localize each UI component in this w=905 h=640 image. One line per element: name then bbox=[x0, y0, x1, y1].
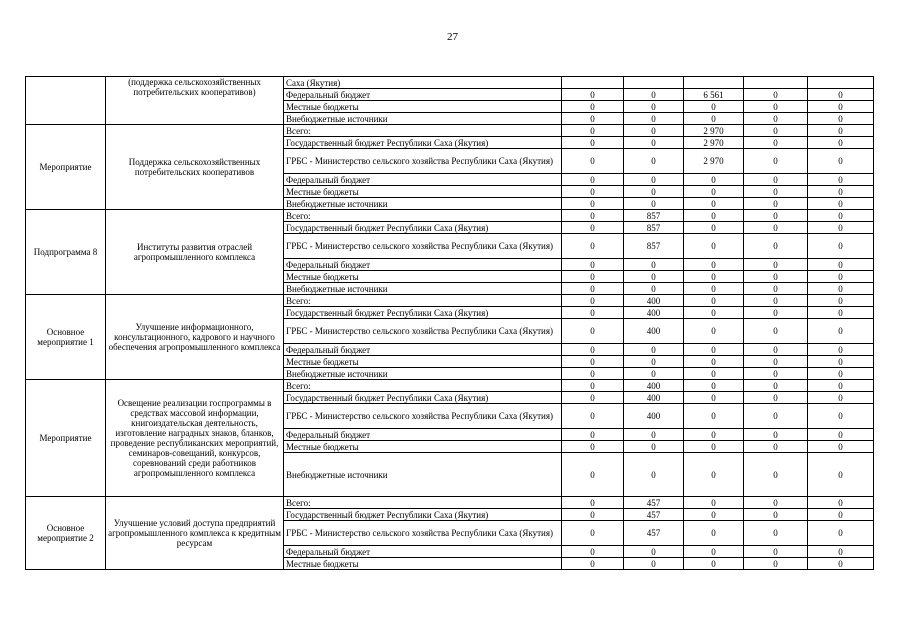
amount-cell: 0 bbox=[744, 429, 808, 441]
table-row bbox=[26, 125, 874, 137]
amount-cell: 0 bbox=[562, 89, 624, 101]
amount-cell: 0 bbox=[744, 368, 808, 380]
amount-cell: 0 bbox=[684, 497, 744, 509]
amount-cell: 0 bbox=[808, 509, 874, 521]
program-name-cell: Улучшение информационного, консультационного, кадрового и научного обеспечения агропромышленного комплекса bbox=[106, 295, 284, 380]
funding-source-cell: Местные бюджеты bbox=[284, 558, 562, 570]
amount-cell: 0 bbox=[624, 198, 684, 210]
amount-cell: 0 bbox=[808, 137, 874, 149]
amount-cell: 0 bbox=[624, 149, 684, 174]
amount-cell: 0 bbox=[562, 186, 624, 198]
amount-cell: 0 bbox=[808, 380, 874, 392]
amount-cell: 457 bbox=[624, 497, 684, 509]
funding-source-cell: Федеральный бюджет bbox=[284, 89, 562, 101]
amount-cell: 400 bbox=[624, 404, 684, 429]
amount-cell: 0 bbox=[744, 453, 808, 497]
amount-cell: 0 bbox=[624, 558, 684, 570]
amount-cell: 0 bbox=[744, 558, 808, 570]
amount-cell: 400 bbox=[624, 319, 684, 344]
amount-cell: 0 bbox=[562, 429, 624, 441]
amount-cell: 0 bbox=[624, 125, 684, 137]
amount-cell: 0 bbox=[808, 222, 874, 234]
amount-cell: 0 bbox=[684, 186, 744, 198]
amount-cell: 0 bbox=[808, 149, 874, 174]
amount-cell: 0 bbox=[684, 404, 744, 429]
amount-cell: 2 970 bbox=[684, 149, 744, 174]
funding-source-cell: Всего: bbox=[284, 380, 562, 392]
amount-cell: 0 bbox=[684, 356, 744, 368]
program-name-cell: Улучшение условий доступа предприятий агропромышленного комплекса к кредитным ресурсам bbox=[106, 497, 284, 570]
amount-cell: 0 bbox=[744, 521, 808, 546]
funding-source-cell: Государственный бюджет Республики Саха (Якутия) bbox=[284, 392, 562, 404]
amount-cell: 0 bbox=[744, 271, 808, 283]
amount-cell: 0 bbox=[562, 295, 624, 307]
amount-cell: 0 bbox=[744, 222, 808, 234]
funding-source-cell: ГРБС - Министерство сельского хозяйства Республики Саха (Якутия) bbox=[284, 319, 562, 344]
amount-cell: 0 bbox=[562, 497, 624, 509]
amount-cell: 0 bbox=[808, 392, 874, 404]
program-name-cell: Институты развития отраслей агропромышленного комплекса bbox=[106, 210, 284, 295]
amount-cell: 0 bbox=[562, 271, 624, 283]
amount-cell: 0 bbox=[562, 259, 624, 271]
amount-cell: 0 bbox=[624, 137, 684, 149]
amount-cell: 0 bbox=[562, 356, 624, 368]
amount-cell: 0 bbox=[562, 344, 624, 356]
funding-source-cell: Местные бюджеты bbox=[284, 271, 562, 283]
amount-cell: 0 bbox=[808, 234, 874, 259]
amount-cell: 0 bbox=[684, 259, 744, 271]
table-row bbox=[26, 497, 874, 509]
amount-cell: 2 970 bbox=[684, 125, 744, 137]
program-name-cell: Поддержка сельскохозяйственных потребительских кооперативов bbox=[106, 125, 284, 210]
amount-cell: 400 bbox=[624, 392, 684, 404]
amount-cell: 0 bbox=[624, 429, 684, 441]
amount-cell: 0 bbox=[744, 149, 808, 174]
amount-cell: 0 bbox=[808, 101, 874, 113]
amount-cell: 0 bbox=[684, 101, 744, 113]
funding-source-cell: Внебюджетные источники bbox=[284, 198, 562, 210]
amount-cell: 0 bbox=[744, 441, 808, 453]
table-row bbox=[26, 295, 874, 307]
funding-source-cell: Федеральный бюджет bbox=[284, 174, 562, 186]
amount-cell: 0 bbox=[562, 441, 624, 453]
page-number: 27 bbox=[447, 31, 458, 43]
amount-cell: 0 bbox=[624, 441, 684, 453]
amount-cell: 0 bbox=[684, 174, 744, 186]
amount-cell: 0 bbox=[562, 113, 624, 125]
amount-cell bbox=[684, 77, 744, 89]
amount-cell: 0 bbox=[684, 453, 744, 497]
amount-cell: 0 bbox=[624, 101, 684, 113]
amount-cell: 0 bbox=[808, 125, 874, 137]
amount-cell: 857 bbox=[624, 222, 684, 234]
amount-cell: 0 bbox=[808, 186, 874, 198]
amount-cell: 0 bbox=[808, 521, 874, 546]
amount-cell: 857 bbox=[624, 210, 684, 222]
amount-cell: 400 bbox=[624, 295, 684, 307]
program-type-cell: Основное мероприятие 2 bbox=[26, 497, 106, 570]
amount-cell: 0 bbox=[808, 319, 874, 344]
amount-cell: 0 bbox=[744, 356, 808, 368]
amount-cell: 0 bbox=[684, 429, 744, 441]
amount-cell: 0 bbox=[744, 137, 808, 149]
amount-cell: 0 bbox=[684, 509, 744, 521]
amount-cell: 0 bbox=[624, 283, 684, 295]
amount-cell: 0 bbox=[562, 222, 624, 234]
funding-source-cell: Всего: bbox=[284, 497, 562, 509]
program-name-cell: (поддержка сельскохозяйственных потребительских кооперативов) bbox=[106, 77, 284, 125]
amount-cell: 0 bbox=[684, 307, 744, 319]
amount-cell: 0 bbox=[684, 368, 744, 380]
amount-cell: 0 bbox=[624, 344, 684, 356]
funding-source-cell: ГРБС - Министерство сельского хозяйства Республики Саха (Якутия) bbox=[284, 404, 562, 429]
amount-cell: 0 bbox=[562, 198, 624, 210]
funding-source-cell: Внебюджетные источники bbox=[284, 283, 562, 295]
amount-cell: 0 bbox=[808, 453, 874, 497]
funding-source-cell: Местные бюджеты bbox=[284, 186, 562, 198]
funding-source-cell: Внебюджетные источники bbox=[284, 113, 562, 125]
amount-cell bbox=[808, 77, 874, 89]
amount-cell: 857 bbox=[624, 234, 684, 259]
amount-cell: 0 bbox=[808, 283, 874, 295]
amount-cell: 0 bbox=[808, 404, 874, 429]
funding-source-cell: ГРБС - Министерство сельского хозяйства Республики Саха (Якутия) bbox=[284, 149, 562, 174]
amount-cell: 0 bbox=[744, 210, 808, 222]
amount-cell: 0 bbox=[744, 113, 808, 125]
amount-cell: 0 bbox=[562, 210, 624, 222]
amount-cell: 0 bbox=[624, 113, 684, 125]
budget-table bbox=[25, 76, 874, 570]
amount-cell: 0 bbox=[808, 356, 874, 368]
amount-cell: 0 bbox=[744, 259, 808, 271]
table-row bbox=[26, 77, 874, 89]
amount-cell: 0 bbox=[624, 186, 684, 198]
amount-cell: 0 bbox=[562, 558, 624, 570]
amount-cell: 0 bbox=[744, 295, 808, 307]
amount-cell: 0 bbox=[808, 344, 874, 356]
funding-source-cell: Государственный бюджет Республики Саха (Якутия) bbox=[284, 222, 562, 234]
funding-source-cell: Всего: bbox=[284, 295, 562, 307]
amount-cell: 0 bbox=[684, 234, 744, 259]
amount-cell: 0 bbox=[744, 509, 808, 521]
amount-cell: 0 bbox=[562, 392, 624, 404]
amount-cell: 0 bbox=[744, 283, 808, 295]
amount-cell: 0 bbox=[744, 497, 808, 509]
program-type-cell: Основное мероприятие 1 bbox=[26, 295, 106, 380]
funding-source-cell: Федеральный бюджет bbox=[284, 546, 562, 558]
amount-cell: 0 bbox=[744, 198, 808, 210]
amount-cell: 0 bbox=[684, 198, 744, 210]
amount-cell: 0 bbox=[684, 113, 744, 125]
amount-cell: 0 bbox=[808, 89, 874, 101]
amount-cell bbox=[624, 77, 684, 89]
amount-cell: 0 bbox=[562, 319, 624, 344]
funding-source-cell: Местные бюджеты bbox=[284, 441, 562, 453]
amount-cell: 0 bbox=[562, 101, 624, 113]
funding-source-cell: Федеральный бюджет bbox=[284, 429, 562, 441]
amount-cell: 0 bbox=[624, 259, 684, 271]
amount-cell: 0 bbox=[684, 283, 744, 295]
amount-cell: 0 bbox=[562, 380, 624, 392]
amount-cell: 0 bbox=[744, 380, 808, 392]
amount-cell: 0 bbox=[744, 89, 808, 101]
amount-cell: 0 bbox=[684, 222, 744, 234]
amount-cell: 0 bbox=[684, 380, 744, 392]
funding-source-cell: Государственный бюджет Республики Саха (Якутия) bbox=[284, 307, 562, 319]
amount-cell: 0 bbox=[562, 137, 624, 149]
amount-cell: 0 bbox=[744, 186, 808, 198]
table-row bbox=[26, 210, 874, 222]
funding-source-cell: Государственный бюджет Республики Саха (Якутия) bbox=[284, 137, 562, 149]
amount-cell: 0 bbox=[624, 271, 684, 283]
amount-cell: 0 bbox=[744, 125, 808, 137]
amount-cell: 0 bbox=[808, 368, 874, 380]
amount-cell: 0 bbox=[684, 441, 744, 453]
amount-cell: 0 bbox=[744, 546, 808, 558]
amount-cell: 0 bbox=[562, 368, 624, 380]
amount-cell: 0 bbox=[808, 546, 874, 558]
amount-cell: 0 bbox=[624, 453, 684, 497]
amount-cell: 0 bbox=[624, 546, 684, 558]
amount-cell: 0 bbox=[808, 429, 874, 441]
amount-cell: 0 bbox=[808, 174, 874, 186]
funding-source-cell: Федеральный бюджет bbox=[284, 344, 562, 356]
amount-cell: 0 bbox=[562, 125, 624, 137]
amount-cell: 0 bbox=[562, 283, 624, 295]
amount-cell: 0 bbox=[744, 344, 808, 356]
program-type-cell: Подпрограмма 8 bbox=[26, 210, 106, 295]
amount-cell: 0 bbox=[624, 174, 684, 186]
amount-cell: 0 bbox=[808, 295, 874, 307]
amount-cell: 2 970 bbox=[684, 137, 744, 149]
amount-cell: 0 bbox=[562, 174, 624, 186]
funding-source-cell: ГРБС - Министерство сельского хозяйства Республики Саха (Якутия) bbox=[284, 234, 562, 259]
amount-cell: 0 bbox=[684, 210, 744, 222]
amount-cell: 0 bbox=[562, 404, 624, 429]
amount-cell: 457 bbox=[624, 521, 684, 546]
funding-source-cell: Государственный бюджет Республики Саха (Якутия) bbox=[284, 509, 562, 521]
amount-cell: 400 bbox=[624, 380, 684, 392]
funding-source-cell: Местные бюджеты bbox=[284, 356, 562, 368]
amount-cell: 0 bbox=[684, 521, 744, 546]
amount-cell: 0 bbox=[684, 392, 744, 404]
amount-cell: 0 bbox=[624, 356, 684, 368]
amount-cell: 457 bbox=[624, 509, 684, 521]
amount-cell: 0 bbox=[562, 453, 624, 497]
amount-cell: 0 bbox=[808, 113, 874, 125]
amount-cell: 0 bbox=[808, 271, 874, 283]
funding-source-cell: ГРБС - Министерство сельского хозяйства Республики Саха (Якутия) bbox=[284, 521, 562, 546]
amount-cell: 0 bbox=[808, 259, 874, 271]
amount-cell: 0 bbox=[808, 198, 874, 210]
amount-cell: 0 bbox=[562, 521, 624, 546]
funding-source-cell: Всего: bbox=[284, 210, 562, 222]
amount-cell: 0 bbox=[808, 558, 874, 570]
amount-cell: 0 bbox=[744, 319, 808, 344]
amount-cell: 0 bbox=[808, 441, 874, 453]
amount-cell: 0 bbox=[562, 234, 624, 259]
amount-cell: 0 bbox=[744, 174, 808, 186]
table-row bbox=[26, 380, 874, 392]
amount-cell: 0 bbox=[684, 319, 744, 344]
amount-cell: 0 bbox=[684, 344, 744, 356]
program-type-cell: Мероприятие bbox=[26, 380, 106, 497]
funding-source-cell: Внебюджетные источники bbox=[284, 368, 562, 380]
amount-cell: 0 bbox=[684, 546, 744, 558]
funding-source-cell: Саха (Якутия) bbox=[284, 77, 562, 89]
amount-cell: 0 bbox=[808, 307, 874, 319]
amount-cell: 0 bbox=[744, 234, 808, 259]
funding-source-cell: Всего: bbox=[284, 125, 562, 137]
amount-cell: 0 bbox=[684, 295, 744, 307]
funding-source-cell: Внебюджетные источники bbox=[284, 453, 562, 497]
amount-cell: 0 bbox=[744, 101, 808, 113]
amount-cell: 0 bbox=[808, 210, 874, 222]
amount-cell bbox=[562, 77, 624, 89]
amount-cell: 400 bbox=[624, 307, 684, 319]
amount-cell: 0 bbox=[624, 89, 684, 101]
amount-cell: 0 bbox=[808, 497, 874, 509]
amount-cell: 0 bbox=[744, 404, 808, 429]
amount-cell: 0 bbox=[684, 558, 744, 570]
amount-cell: 6 561 bbox=[684, 89, 744, 101]
program-name-cell: Освещение реализации госпрограммы в средствах массовой информации, книгоиздательская деятельность, изготовление наградных знаков, бланков, проведение республиканских мероприятий, семинаров-совещаний, конкурсов, соревнований среди работников агропромышленного комплекса bbox=[106, 380, 284, 497]
amount-cell: 0 bbox=[684, 271, 744, 283]
program-type-cell bbox=[26, 77, 106, 125]
amount-cell: 0 bbox=[562, 509, 624, 521]
funding-source-cell: Местные бюджеты bbox=[284, 101, 562, 113]
funding-source-cell: Федеральный бюджет bbox=[284, 259, 562, 271]
amount-cell: 0 bbox=[744, 307, 808, 319]
program-type-cell: Мероприятие bbox=[26, 125, 106, 210]
amount-cell: 0 bbox=[624, 368, 684, 380]
amount-cell: 0 bbox=[562, 307, 624, 319]
amount-cell bbox=[744, 77, 808, 89]
amount-cell: 0 bbox=[744, 392, 808, 404]
amount-cell: 0 bbox=[562, 546, 624, 558]
amount-cell: 0 bbox=[562, 149, 624, 174]
